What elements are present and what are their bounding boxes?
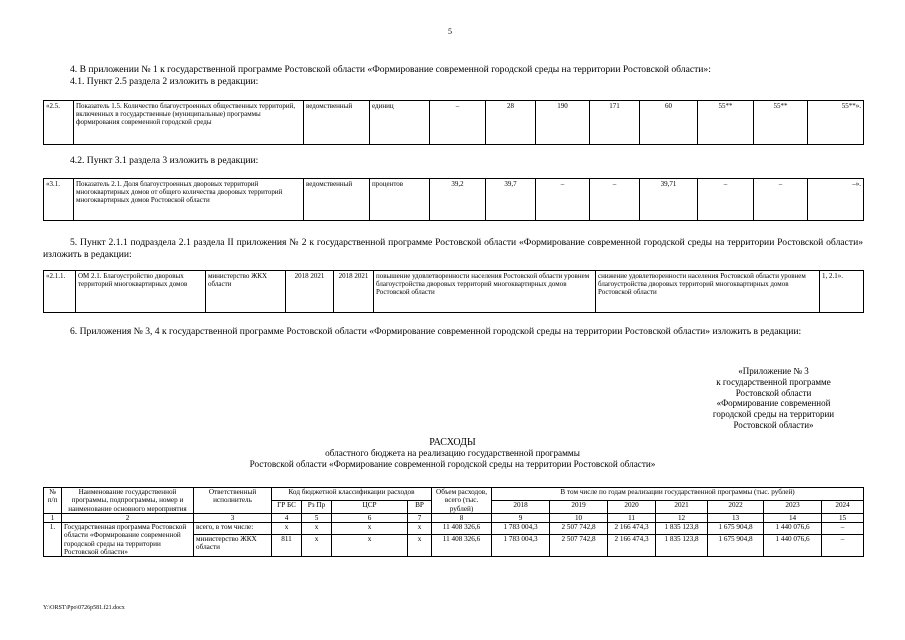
cell-value: x: [272, 523, 302, 535]
header-year: 2024: [822, 500, 864, 513]
table-row: [44, 523, 864, 535]
col-num: 1: [44, 513, 62, 522]
table-measure-2-1-1: [43, 270, 864, 313]
cell-responsible: всего, в том числе:: [194, 523, 272, 535]
col-num: 7: [408, 513, 432, 522]
cell-value: 39,7: [486, 179, 536, 221]
header-year: 2023: [764, 500, 822, 513]
cell-value: 1 783 004,3: [492, 523, 550, 535]
header-volume: Объем расходов, всего (тыс. рублей): [432, 488, 492, 514]
appendix-line: Ростовской области»: [733, 419, 814, 430]
col-num: 8: [432, 513, 492, 522]
cell-value: 1 440 076,6: [764, 535, 822, 557]
cell-value: 11 408 326,6: [432, 535, 492, 557]
cell-end: 2018 2021: [334, 271, 374, 313]
cell-value: –: [822, 523, 864, 535]
cell-value: x: [408, 523, 432, 535]
table-indicator-2-5: [43, 100, 864, 145]
cell-unit: единиц: [370, 101, 430, 145]
header-grbs: ГР БС: [272, 500, 302, 513]
col-num: 14: [764, 513, 822, 522]
header-vr: ВР: [408, 500, 432, 513]
appendix-line: «Формирование современной: [716, 398, 831, 409]
cell-value: 55**: [698, 101, 754, 145]
cell-value: –: [430, 101, 486, 145]
col-num: 12: [656, 513, 708, 522]
col-num: 10: [550, 513, 608, 522]
col-num: 15: [822, 513, 864, 522]
header-year: 2021: [656, 500, 708, 513]
col-num: 11: [608, 513, 656, 522]
header-name: Наименование государственной программы, подпрограммы, номер и наименование основного мероприятия: [62, 488, 194, 514]
file-path-footer: Y:\ORST\Ppo\0726p581.f21.docx: [43, 605, 125, 611]
cell-indicator: Показатель 2.1. Доля благоустроенных дворовых территорий многоквартирных домов от общего количества дворовых территорий многоквартирных домов Ростовской области: [74, 179, 304, 221]
table-indicator-3-1: [43, 178, 864, 221]
paragraph-5: 5. Пункт 2.1.1 подраздела 2.1 раздела II приложения № 2 к государственной программе Ростовской области «Формирование современной городской среды на территории Ростовской области» изложить в редакции:: [43, 237, 863, 260]
header-num: № п/п: [44, 488, 62, 514]
cell-value: 60: [640, 101, 698, 145]
col-num: 3: [194, 513, 272, 522]
cell-value: 2 166 474,3: [608, 523, 656, 535]
page-number: 5: [448, 27, 452, 36]
header-years: В том числе по годам реализации государственной программы (тыс. рублей): [492, 488, 864, 501]
cell-indicator: Показатель 1.5. Количество благоустроенных общественных территорий, включенных в государственные (муниципальные) программы формирования современной городской среды: [74, 101, 304, 145]
cell-value: 1 835 123,8: [656, 535, 708, 557]
cell-value: 28: [486, 101, 536, 145]
cell-value: 55**: [754, 101, 808, 145]
paragraph-6: 6. Приложения № 3, 4 к государственной программе Ростовской области «Формирование современной городской среды на территории Ростовской области» изложить в редакции:: [70, 326, 802, 337]
appendix-line: «Приложение № 3: [738, 366, 809, 376]
cell-responsible: министерство ЖКХ области: [194, 535, 272, 557]
cell-value: –: [754, 179, 808, 221]
cell-program-name: Государственная программа Ростовской области «Формирование современной городской среды на территории Ростовской области»: [62, 523, 194, 557]
title-line: областного бюджета на реализацию государственной программы: [325, 448, 580, 458]
cell-value: 171: [590, 101, 640, 145]
cell-value: x: [332, 535, 408, 557]
header-year: 2019: [550, 500, 608, 513]
col-num: 9: [492, 513, 550, 522]
cell-type: ведомственный: [304, 179, 370, 221]
cell-num: «2.1.1.: [44, 271, 76, 313]
title-line: Ростовской области «Формирование современной городской среды на территории Ростовской области»: [249, 459, 656, 469]
cell-value: 1 783 004,3: [492, 535, 550, 557]
cell-value: 1 675 904,8: [708, 535, 764, 557]
cell-result: повышение удовлетворенности населения Ростовской области уровнем благоустройства дворовых территорий многоквартирных домов Ростовской области: [374, 271, 596, 313]
appendix-line: городской среды на территории: [712, 409, 835, 420]
appendix-caption: [690, 366, 857, 431]
col-num: 5: [302, 513, 332, 522]
cell-value: 190: [536, 101, 590, 145]
header-responsible: Ответственный исполнитель: [194, 488, 272, 514]
header-year: 2022: [708, 500, 764, 513]
budget-title: [150, 437, 755, 470]
cell-consequence: снижение удовлетворенности населения Ростовской области уровнем благоустройства дворовых территорий многоквартирных домов Ростовской области: [596, 271, 820, 313]
cell-value: 2 166 474,3: [608, 535, 656, 557]
cell-value: 2 507 742,8: [550, 535, 608, 557]
header-year: 2018: [492, 500, 550, 513]
cell-value: 811: [272, 535, 302, 557]
cell-value: x: [332, 523, 408, 535]
paragraph-4-2: 4.2. Пункт 3.1 раздела 3 изложить в редакции:: [70, 155, 259, 166]
cell-value: 55**».: [808, 101, 864, 145]
cell-unit: процентов: [370, 179, 430, 221]
col-num: 2: [62, 513, 194, 522]
cell-value: –: [536, 179, 590, 221]
cell-value: 1 675 904,8: [708, 523, 764, 535]
table-row: [44, 179, 864, 221]
table-row: [44, 271, 864, 313]
cell-start: 2018 2021: [286, 271, 334, 313]
paragraph-4-1: 4.1. Пункт 2.5 раздела 2 изложить в редакции:: [70, 76, 259, 87]
header-code: Код бюджетной классификации расходов: [272, 488, 432, 501]
cell-value: –: [590, 179, 640, 221]
cell-value: x: [302, 535, 332, 557]
appendix-line: к государственной программе: [716, 376, 831, 387]
cell-value: –: [822, 535, 864, 557]
col-num: 6: [332, 513, 408, 522]
table-header-row: [44, 488, 864, 501]
col-num: 13: [708, 513, 764, 522]
cell-value: x: [408, 535, 432, 557]
col-num: 4: [272, 513, 302, 522]
cell-value: –: [698, 179, 754, 221]
cell-value: 1 835 123,8: [656, 523, 708, 535]
cell-type: ведомственный: [304, 101, 370, 145]
cell-value: –».: [808, 179, 864, 221]
column-number-row: [44, 513, 864, 522]
cell-value: 39,71: [640, 179, 698, 221]
budget-table: [43, 487, 864, 557]
cell-value: 39,2: [430, 179, 486, 221]
cell-num: «3.1.: [44, 179, 74, 221]
cell-value: x: [302, 523, 332, 535]
table-row: [44, 101, 864, 145]
cell-num: «2.5.: [44, 101, 74, 145]
cell-value: 11 408 326,6: [432, 523, 492, 535]
cell-link: 1, 2.1».: [820, 271, 864, 313]
appendix-line: Ростовской области: [735, 387, 812, 398]
header-rzpr: Рз Пр: [302, 500, 332, 513]
cell-num: 1.: [44, 523, 62, 557]
paragraph-4: 4. В приложении № 1 к государственной программе Ростовской области «Формирование современной городской среды на территории Ростовской области»:: [70, 64, 711, 75]
cell-value: 1 440 076,6: [764, 523, 822, 535]
header-csr: ЦСР: [332, 500, 408, 513]
title-heading: РАСХОДЫ: [429, 437, 476, 448]
cell-value: 2 507 742,8: [550, 523, 608, 535]
cell-executor: министерство ЖКХ области: [206, 271, 286, 313]
cell-measure: ОМ 2.1. Благоустройство дворовых территорий многоквартирных домов: [76, 271, 206, 313]
header-year: 2020: [608, 500, 656, 513]
